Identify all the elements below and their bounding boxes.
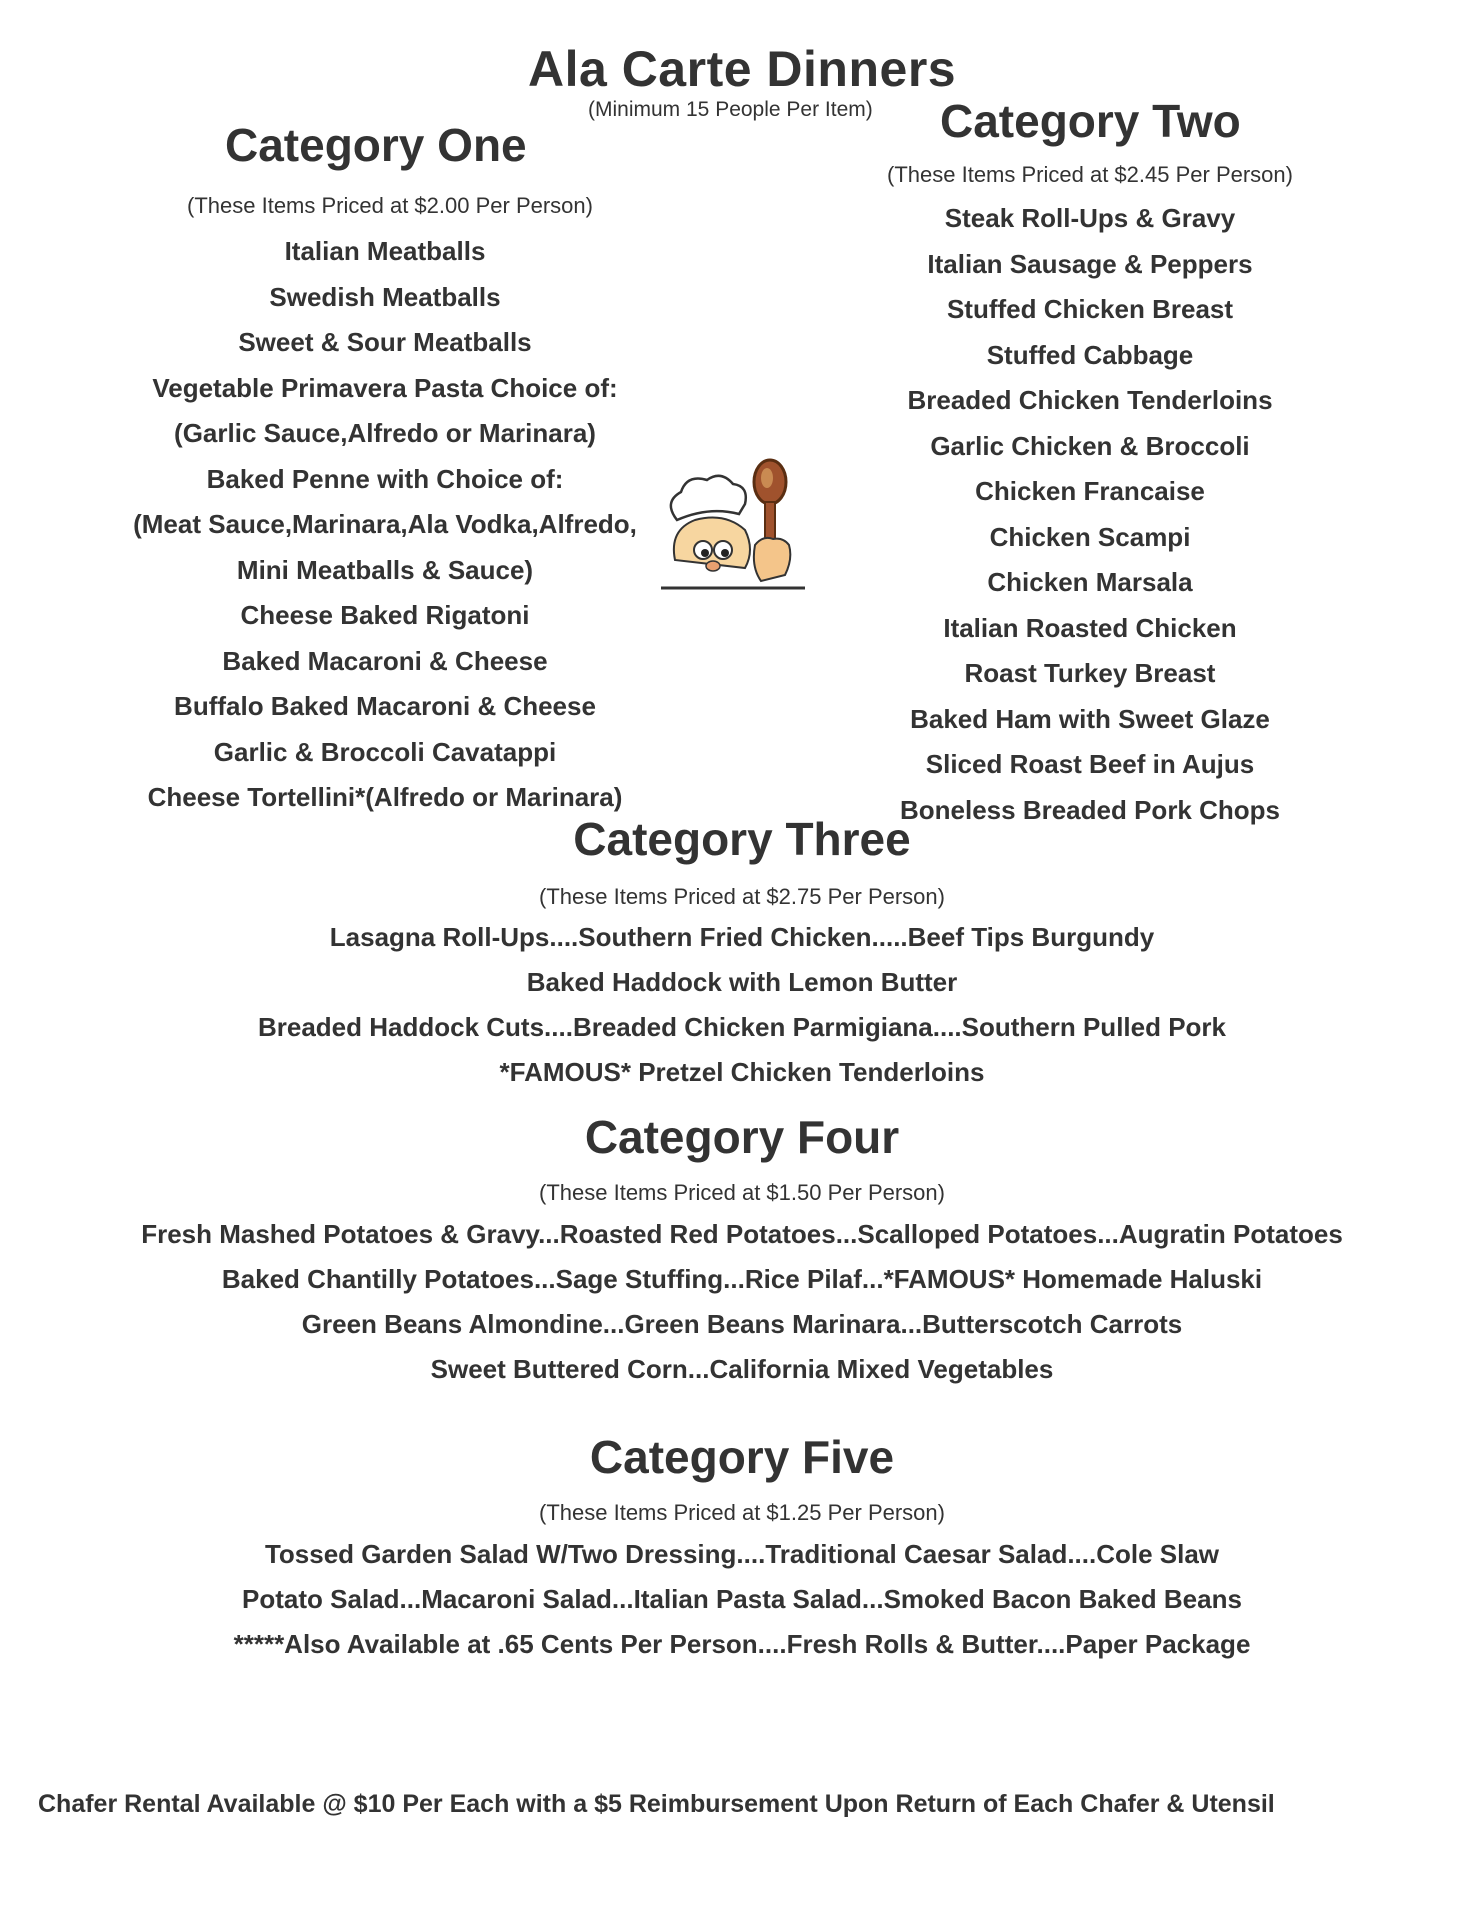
list-item: *FAMOUS* Pretzel Chicken Tenderloins (499, 1057, 985, 1087)
list-item: Buffalo Baked Macaroni & Cheese (174, 691, 596, 721)
list-item: Baked Haddock with Lemon Butter (526, 967, 958, 997)
category-one-title: Category One (225, 119, 527, 171)
list-item: Italian Roasted Chicken (943, 612, 1237, 643)
list-item: Italian Meatballs (284, 236, 486, 266)
list-item: Stuffed Chicken Breast (946, 294, 1234, 324)
category-one-price: (These Items Priced at $2.00 Per Person) (187, 193, 593, 218)
category-three-title: Category Three (573, 813, 911, 865)
list-item: Baked Chantilly Potatoes...Sage Stuffing...Rice Pilaf...*FAMOUS* Homemade Haluski (221, 1264, 1263, 1294)
category-two-title: Category Two (940, 95, 1241, 147)
category-five-list (0, 1532, 1484, 1667)
list-item: Breaded Haddock Cuts....Breaded Chicken Parmigiana....Southern Pulled Pork (257, 1012, 1227, 1042)
chef-with-spoon-icon (655, 450, 815, 600)
category-three-list (0, 915, 1484, 1095)
category-four-price: (These Items Priced at $1.50 Per Person) (539, 1180, 945, 1205)
list-item: Steak Roll-Ups & Gravy (944, 203, 1236, 233)
list-item: Fresh Mashed Potatoes & Gravy...Roasted Red Potatoes...Scalloped Potatoes...Augratin Potatoes (141, 1219, 1343, 1249)
list-item: *****Also Available at .65 Cents Per Person....Fresh Rolls & Butter....Paper Package (233, 1629, 1251, 1659)
list-item: Vegetable Primavera Pasta Choice of: (152, 372, 618, 403)
list-item: Garlic Chicken & Broccoli (930, 430, 1250, 461)
list-item: Roast Turkey Breast (964, 658, 1216, 688)
list-item: Baked Macaroni & Cheese (222, 645, 548, 676)
list-item: (Meat Sauce,Marinara,Ala Vodka,Alfredo, (133, 509, 637, 539)
category-five-price: (These Items Priced at $1.25 Per Person) (539, 1500, 945, 1525)
list-item: (Garlic Sauce,Alfredo or Marinara) (174, 418, 596, 448)
list-item: Baked Ham with Sweet Glaze (910, 703, 1270, 734)
category-two-list (820, 196, 1360, 833)
list-item: Sweet & Sour Meatballs (238, 327, 532, 357)
list-item: Potato Salad...Macaroni Salad...Italian Pasta Salad...Smoked Bacon Baked Beans (242, 1584, 1242, 1614)
list-item: Green Beans Almondine...Green Beans Marinara...Butterscotch Carrots (301, 1309, 1183, 1339)
list-item: Chicken Francaise (975, 476, 1205, 506)
list-item: Stuffed Cabbage (986, 339, 1194, 370)
category-five-title: Category Five (589, 1431, 895, 1483)
category-four-list (0, 1212, 1484, 1392)
list-item: Boneless Breaded Pork Chops (900, 794, 1280, 825)
chafer-rental-note: Chafer Rental Available @ $10 Per Each with a $5 Reimbursement Upon Return of Each Chafer & Utensil (38, 1790, 1275, 1818)
list-item: Tossed Garden Salad W/Two Dressing....Traditional Caesar Salad....Cole Slaw (264, 1539, 1220, 1569)
list-item: Chicken Marsala (987, 567, 1193, 597)
page-title: Ala Carte Dinners (528, 41, 957, 97)
list-item: Garlic & Broccoli Cavatappi (213, 736, 557, 767)
list-item: Swedish Meatballs (269, 281, 501, 312)
minimum-note: (Minimum 15 People Per Item) (588, 98, 873, 121)
list-item: Baked Penne with Choice of: (206, 463, 564, 494)
list-item: Breaded Chicken Tenderloins (907, 385, 1273, 415)
list-item: Cheese Baked Rigatoni (240, 600, 530, 630)
list-item: Sliced Roast Beef in Aujus (925, 749, 1255, 779)
list-item: Cheese Tortellini*(Alfredo or Marinara) (147, 782, 623, 812)
list-item: Lasagna Roll-Ups....Southern Fried Chicken.....Beef Tips Burgundy (329, 922, 1155, 952)
list-item: Mini Meatballs & Sauce) (236, 554, 534, 585)
category-two-price: (These Items Priced at $2.45 Per Person) (887, 162, 1293, 187)
list-item: Chicken Scampi (989, 521, 1191, 552)
category-four-title: Category Four (584, 1111, 900, 1163)
category-three-price: (These Items Priced at $2.75 Per Person) (539, 884, 945, 909)
list-item: Italian Sausage & Peppers (927, 248, 1253, 279)
category-one-list (60, 229, 710, 821)
list-item: Sweet Buttered Corn...California Mixed Vegetables (430, 1354, 1054, 1384)
